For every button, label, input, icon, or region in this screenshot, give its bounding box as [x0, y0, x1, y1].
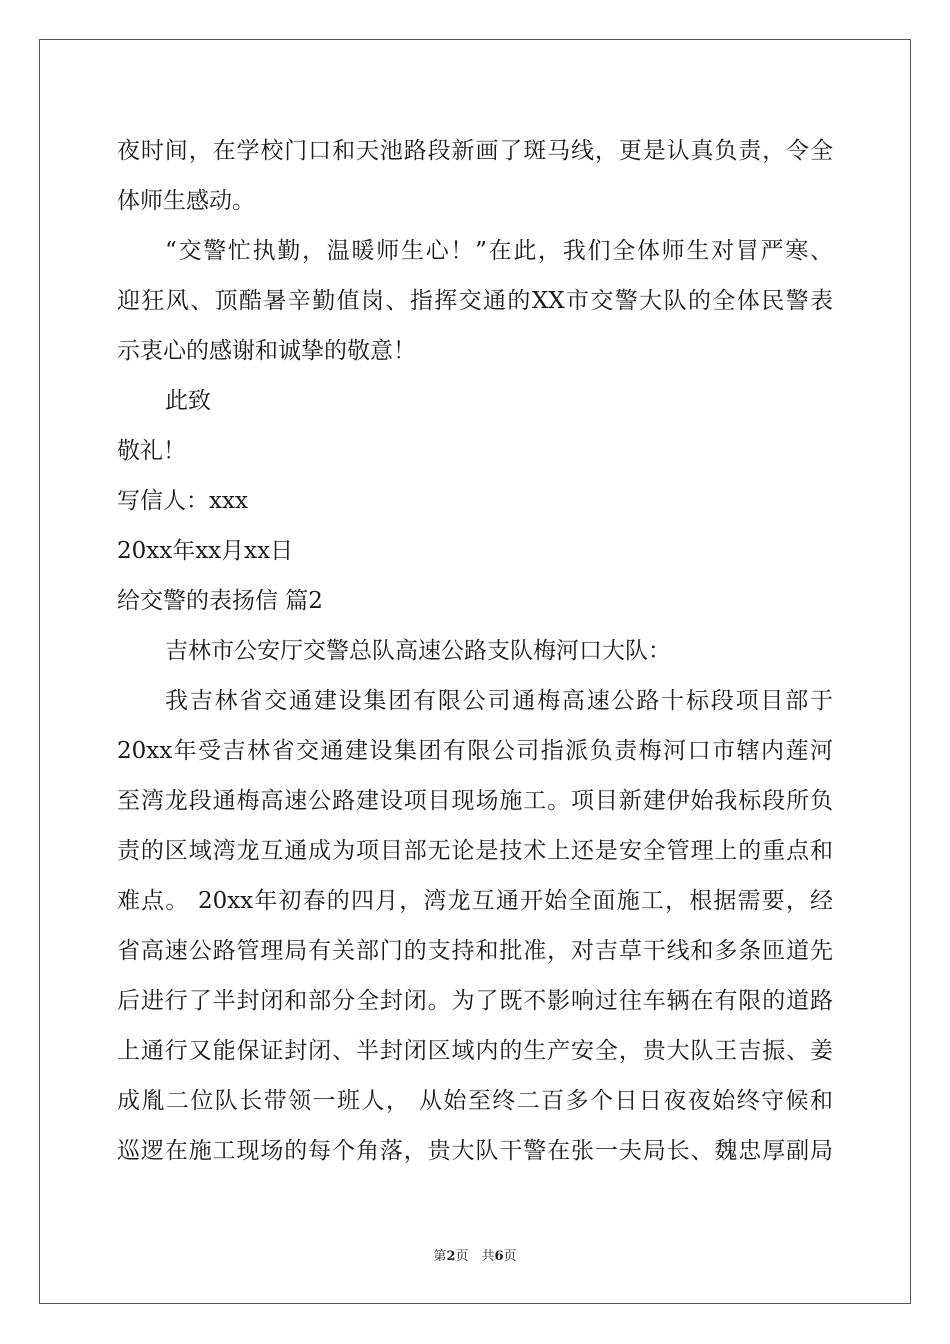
- recipient-line: 吉林市公安厅交警总队高速公路支队梅河口大队：: [165, 638, 671, 664]
- page-number-suffix: 页: [503, 1249, 517, 1264]
- text-line: 上通行又能保证封闭、半封闭区域内的生产安全，贵大队王吉振、姜: [117, 1038, 833, 1064]
- total-page-number: 6: [494, 1249, 504, 1264]
- text-line: 巡逻在施工现场的每个角落，贵大队干警在张一夫局长、魏忠厚副局: [117, 1138, 833, 1164]
- text-line: 夜时间，在学校门口和天池路段新画了斑马线，更是认真负责，令全: [117, 138, 833, 164]
- section-title: 给交警的表扬信 篇2: [117, 588, 323, 614]
- text-line: 迎狂风、顶酷暑辛勤值岗、指挥交通的XX市交警大队的全体民警表: [117, 288, 833, 314]
- page-footer: [0, 1247, 950, 1267]
- text-line: 责的区域湾龙互通成为项目部无论是技术上还是安全管理上的重点和: [117, 838, 833, 864]
- text-line: 我吉林省交通建设集团有限公司通梅高速公路十标段项目部于: [165, 688, 833, 714]
- page-number-mid: 页 共: [455, 1249, 495, 1264]
- text-line: “交警忙执勤，温暖师生心！”在此，我们全体师生对冒严寒、: [165, 238, 833, 264]
- text-line: 后进行了半封闭和部分全封闭。为了既不影响过往车辆在有限的道路: [117, 988, 833, 1014]
- text-line: 难点。 20xx年初春的四月，湾龙互通开始全面施工，根据需要，经: [117, 888, 833, 914]
- page-number-prefix: 第: [433, 1249, 447, 1264]
- text-line: 至湾龙段通梅高速公路建设项目现场施工。项目新建伊始我标段所负: [117, 788, 833, 814]
- current-page-number: 2: [446, 1249, 456, 1264]
- salutation-line: 敬礼！: [117, 438, 186, 464]
- text-line: 体师生感动。: [117, 188, 255, 214]
- date-line: 20xx年xx月xx日: [117, 538, 294, 564]
- signature-line: 写信人：xxx: [117, 488, 248, 514]
- text-line: 成胤二位队长带领一班人， 从始至终二百多个日日夜夜始终守候和: [117, 1088, 833, 1114]
- text-line: 20xx年受吉林省交通建设集团有限公司指派负责梅河口市辖内莲河: [117, 738, 833, 764]
- document-body: [117, 126, 833, 1176]
- text-line: 示衷心的感谢和诚挚的敬意！: [117, 338, 416, 364]
- salutation-line: 此致: [165, 388, 211, 414]
- text-line: 省高速公路管理局有关部门的支持和批准，对吉草干线和多条匝道先: [117, 938, 833, 964]
